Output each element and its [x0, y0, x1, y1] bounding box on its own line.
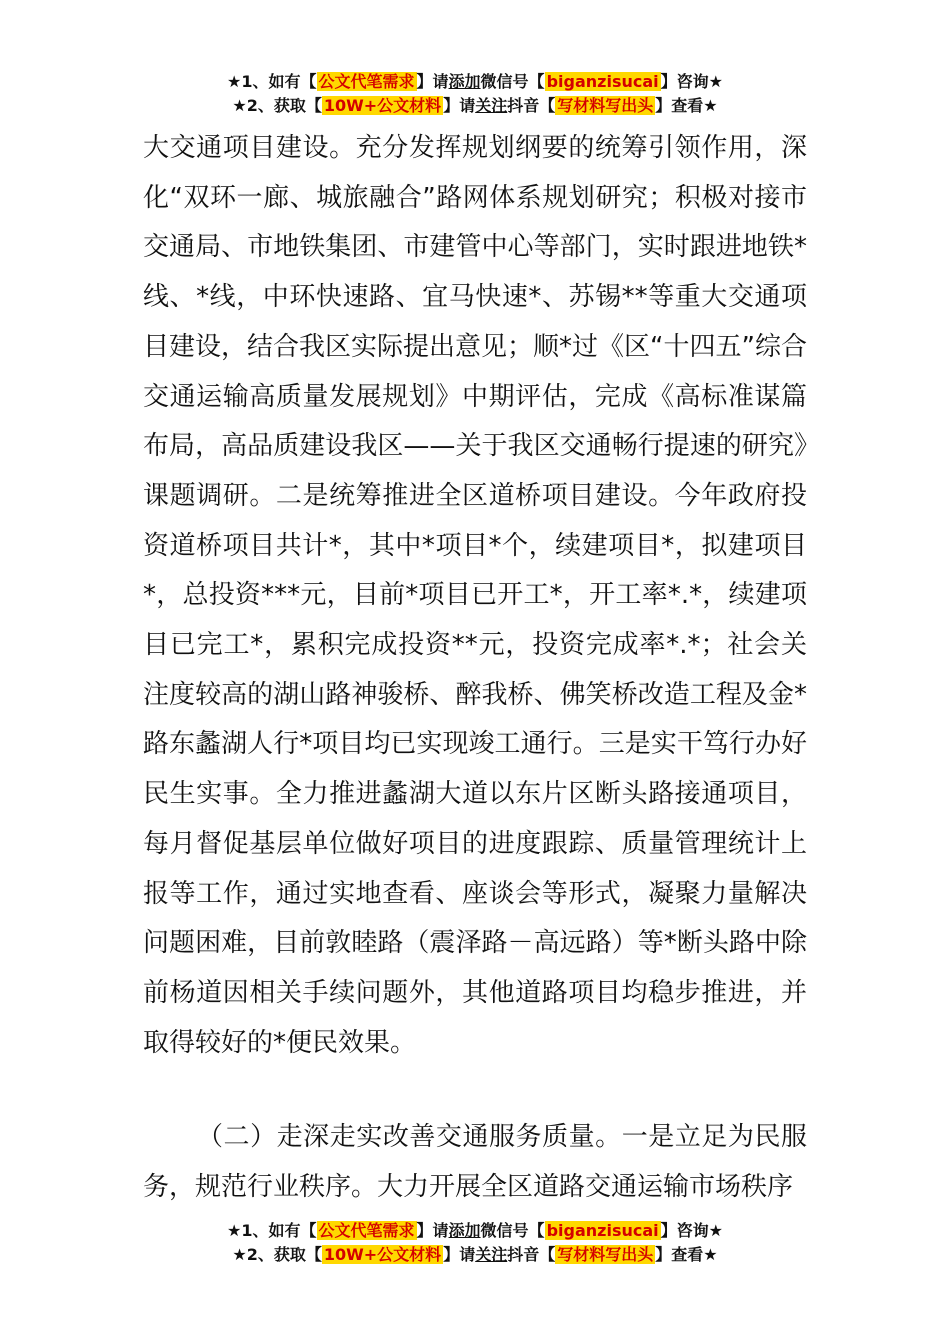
highlight-douyin-account: 写材料写出头: [557, 1245, 654, 1264]
footer-line-2: ★2、获取【 10W+公文材料 】请关注抖音【 写材料写出头 】查看★: [232, 1245, 718, 1264]
footer-line-1: ★1、如有【 公文代笔需求 】请添加微信号【 biganzisucai 】咨询★: [227, 1221, 723, 1240]
highlight-service: 公文代笔需求: [318, 1221, 415, 1240]
paragraph-1: 大交通项目建设。充分发挥规划纲要的统筹引领作用，深化“双环一廊、城旅融合”路网体系规划研究；积极对接市交通局、市地铁集团、市建管中心等部门，实时跟进地铁*线、*线，中环快速路、宜马快速*、苏锡**等重大交通项目建设，结合我区实际提出意见；顺*过《区“十四五”综合交通运输高质量发展规划》中期评估，完成《高标准谋篇布局，高品质建设我区——关于我区交通畅行提速的研究》课题调研。二是统筹推进全区道桥项目建设。今年政府投资道桥项目共计*，其中*项目*个，续建项目*，拟建项目*，总投资***元，目前*项目已开工*，开工率*.*，续建项目已完工*，累积完成投资**元，投资完成率*.*；社会关注度较高的湖山路神骏桥、醉我桥、佛笑桥改造工程及金*路东蠡湖人行*项目均已实现竣工通行。三是实干笃行办好民生实事。全力推进蠡湖大道以东片区断头路接通项目，每月督促基层单位做好项目的进度跟踪、质量管理统计上报等工作，通过实地查看、座谈会等形式，凝聚力量解决问题困难，目前敦睦路（震泽路－高远路）等*断头路中除前杨道因相关手续问题外，其他道路项目均稳步推进，并取得较好的*便民效果。: [143, 133, 807, 1058]
highlight-materials: 10W+公文材料: [323, 96, 442, 115]
highlight-service: 公文代笔需求: [318, 72, 415, 91]
highlight-materials: 10W+公文材料: [323, 1245, 442, 1264]
highlight-douyin-account: 写材料写出头: [557, 96, 654, 115]
highlight-wechat-id: biganzisucai: [546, 72, 659, 91]
header-banner: [0, 70, 950, 118]
header-line-1: ★1、如有【 公文代笔需求 】请添加微信号【 biganzisucai 】咨询★: [227, 72, 723, 91]
header-line-2: ★2、获取【 10W+公文材料 】请关注抖音【 写材料写出头 】查看★: [232, 96, 718, 115]
highlight-wechat-id: biganzisucai: [546, 1221, 659, 1240]
paragraph-2: （二）走深走实改善交通服务质量。一是立足为民服务，规范行业秩序。大力开展全区道路交通运输市场秩序: [143, 1122, 807, 1203]
footer-banner: [0, 1219, 950, 1267]
document-body: [143, 124, 807, 1213]
